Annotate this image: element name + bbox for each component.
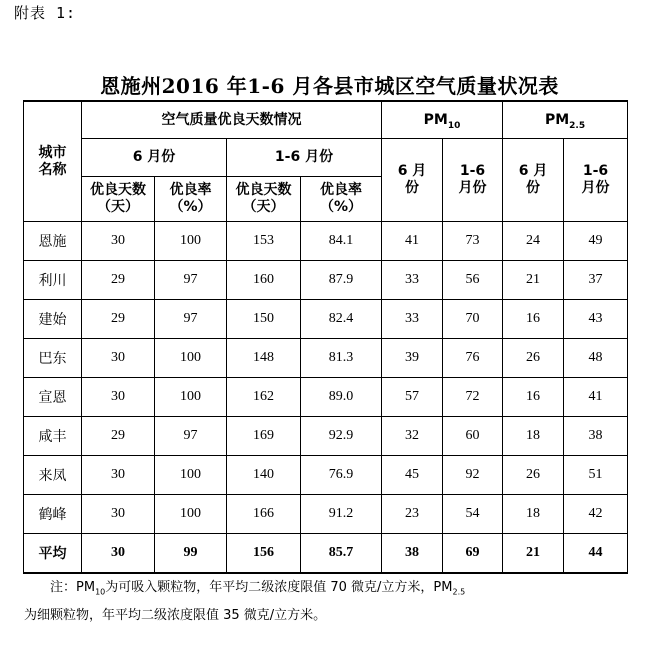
value-cell: 100	[155, 378, 227, 417]
value-cell: 30	[82, 378, 155, 417]
table-row	[24, 495, 628, 534]
value-cell: 56	[443, 261, 503, 300]
value-cell: 162	[227, 378, 301, 417]
pm25-jj-header-text: 1-6 月份	[581, 163, 610, 196]
value-cell: 169	[227, 417, 301, 456]
value-cell: 76.9	[301, 456, 382, 495]
city-cell: 来凤	[24, 456, 82, 495]
pm10-june-header	[382, 139, 443, 222]
pm10-jj-header-text: 1-6 月份	[458, 163, 487, 196]
city-cell: 巴东	[24, 339, 82, 378]
pm25-june-header	[503, 139, 564, 222]
value-cell: 57	[382, 378, 443, 417]
jan-jun-header: 1-6 月份	[227, 139, 382, 177]
value-cell: 166	[227, 495, 301, 534]
pm10-june-header-text: 6 月份	[397, 163, 427, 196]
table-body	[24, 101, 628, 573]
header-row-1	[24, 101, 628, 139]
good-rate-jj-header-text: 优良率（%）	[319, 182, 363, 215]
footnote-sub-2: 2.5	[452, 587, 466, 597]
table-row	[24, 378, 628, 417]
value-cell: 41	[564, 378, 628, 417]
footnote-line-1	[24, 576, 634, 604]
city-cell: 利川	[24, 261, 82, 300]
value-cell: 100	[155, 495, 227, 534]
value-cell: 160	[227, 261, 301, 300]
value-cell: 73	[443, 222, 503, 261]
value-cell: 21	[503, 261, 564, 300]
value-cell: 82.4	[301, 300, 382, 339]
value-cell: 26	[503, 456, 564, 495]
value-cell: 30	[82, 495, 155, 534]
value-cell: 150	[227, 300, 301, 339]
value-cell: 33	[382, 261, 443, 300]
value-cell: 92.9	[301, 417, 382, 456]
value-cell: 29	[82, 417, 155, 456]
pm10-header-main: PM	[423, 111, 448, 128]
value-cell: 41	[382, 222, 443, 261]
value-cell: 18	[503, 495, 564, 534]
city-cell: 恩施	[24, 222, 82, 261]
value-cell: 30	[82, 534, 155, 574]
value-cell: 89.0	[301, 378, 382, 417]
value-cell: 100	[155, 339, 227, 378]
pm25-jj-header	[564, 139, 628, 222]
value-cell: 42	[564, 495, 628, 534]
value-cell: 100	[155, 222, 227, 261]
value-cell: 32	[382, 417, 443, 456]
pm25-header	[503, 101, 628, 139]
air-quality-table	[23, 100, 628, 574]
footnote-part-1: 注：PM	[50, 580, 96, 595]
value-cell: 153	[227, 222, 301, 261]
city-cell: 建始	[24, 300, 82, 339]
value-cell: 97	[155, 417, 227, 456]
table-row	[24, 261, 628, 300]
value-cell: 37	[564, 261, 628, 300]
value-cell: 148	[227, 339, 301, 378]
footnote-sub-1: 10	[95, 587, 106, 597]
value-cell: 92	[443, 456, 503, 495]
good-days-header-text: 优良天数（天）	[90, 182, 146, 215]
value-cell: 30	[82, 339, 155, 378]
value-cell: 45	[382, 456, 443, 495]
table-row	[24, 222, 628, 261]
value-cell: 44	[564, 534, 628, 574]
header-row-2	[24, 139, 628, 177]
value-cell: 49	[564, 222, 628, 261]
value-cell: 85.7	[301, 534, 382, 574]
city-cell: 宣恩	[24, 378, 82, 417]
value-cell: 81.3	[301, 339, 382, 378]
pm10-header	[382, 101, 503, 139]
value-cell: 156	[227, 534, 301, 574]
value-cell: 97	[155, 261, 227, 300]
table-title: 恩施州2016 年1-6 月各县市城区空气质量状况表	[100, 74, 559, 98]
value-cell: 30	[82, 222, 155, 261]
value-cell: 91.2	[301, 495, 382, 534]
attachment-label: 附表 1:	[14, 4, 77, 22]
value-cell: 16	[503, 378, 564, 417]
value-cell: 21	[503, 534, 564, 574]
value-cell: 43	[564, 300, 628, 339]
value-cell: 100	[155, 456, 227, 495]
good-days-header	[82, 177, 155, 222]
good-rate-header	[155, 177, 227, 222]
city-cell: 平均	[24, 534, 82, 574]
value-cell: 69	[443, 534, 503, 574]
value-cell: 24	[503, 222, 564, 261]
value-cell: 72	[443, 378, 503, 417]
average-row	[24, 534, 628, 574]
good-rate-header-text: 优良率（%）	[169, 182, 212, 215]
value-cell: 60	[443, 417, 503, 456]
value-cell: 29	[82, 300, 155, 339]
aq-days-header: 空气质量优良天数情况	[82, 101, 382, 139]
pm25-june-header-text: 6 月份	[518, 163, 548, 196]
table-row	[24, 300, 628, 339]
value-cell: 84.1	[301, 222, 382, 261]
value-cell: 33	[382, 300, 443, 339]
value-cell: 16	[503, 300, 564, 339]
city-name-header	[24, 101, 82, 222]
value-cell: 38	[382, 534, 443, 574]
value-cell: 70	[443, 300, 503, 339]
city-cell: 鹤峰	[24, 495, 82, 534]
pm25-header-sub: 2.5	[569, 120, 586, 131]
value-cell: 30	[82, 456, 155, 495]
value-cell: 23	[382, 495, 443, 534]
value-cell: 51	[564, 456, 628, 495]
value-cell: 99	[155, 534, 227, 574]
pm10-jj-header	[443, 139, 503, 222]
value-cell: 48	[564, 339, 628, 378]
good-days-jj-header-text: 优良天数（天）	[235, 182, 292, 215]
footnote	[24, 576, 634, 627]
value-cell: 38	[564, 417, 628, 456]
value-cell: 18	[503, 417, 564, 456]
footnote-line-2: 为细颗粒物，年平均二级浓度限值 35 微克/立方米。	[24, 607, 327, 623]
table-row	[24, 339, 628, 378]
value-cell: 87.9	[301, 261, 382, 300]
pm10-header-sub: 10	[447, 120, 461, 131]
value-cell: 97	[155, 300, 227, 339]
value-cell: 26	[503, 339, 564, 378]
good-rate-jj-header	[301, 177, 382, 222]
value-cell: 39	[382, 339, 443, 378]
footnote-part-2: 为可吸入颗粒物，年平均二级浓度限值 70 微克/立方米，PM	[105, 580, 453, 595]
city-name-header-text: 城市名称	[38, 144, 67, 178]
value-cell: 29	[82, 261, 155, 300]
good-days-jj-header	[227, 177, 301, 222]
city-cell: 咸丰	[24, 417, 82, 456]
table-row	[24, 417, 628, 456]
table-row	[24, 456, 628, 495]
value-cell: 76	[443, 339, 503, 378]
value-cell: 54	[443, 495, 503, 534]
value-cell: 140	[227, 456, 301, 495]
june-header: 6 月份	[82, 139, 227, 177]
pm25-header-main: PM	[544, 111, 570, 128]
